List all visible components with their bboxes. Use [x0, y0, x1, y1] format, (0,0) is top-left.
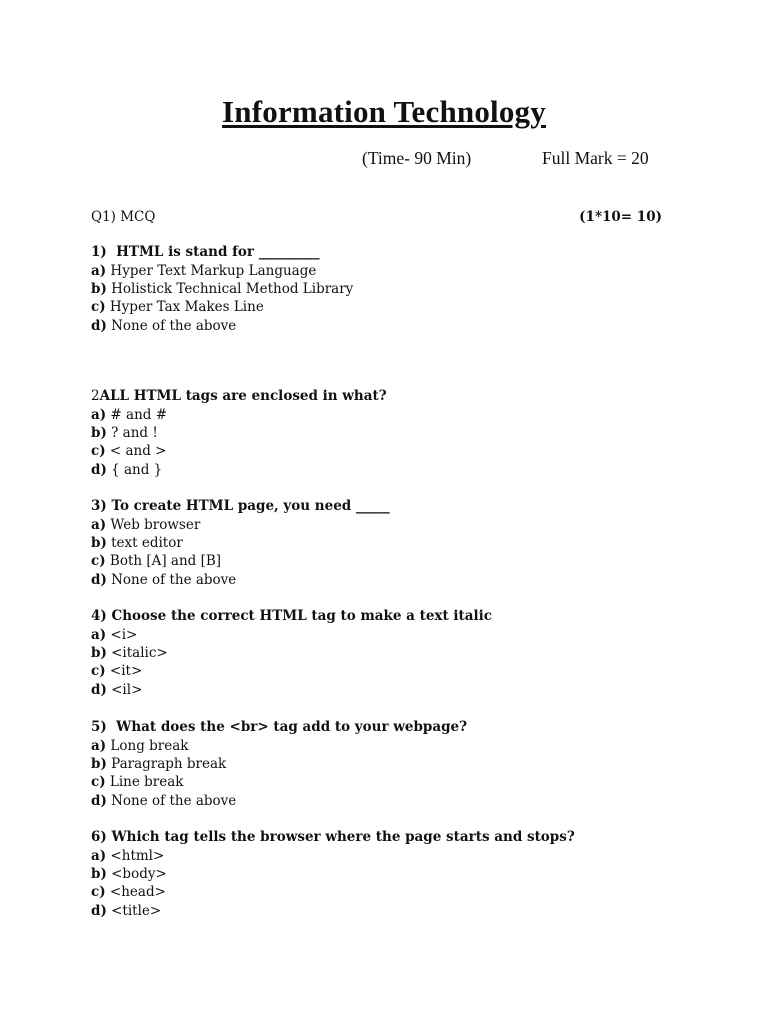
question-number: 6): [91, 829, 107, 845]
question-prompt: To create HTML page, you need _____: [106, 498, 390, 514]
option-d: [91, 571, 711, 589]
option-c: [91, 442, 711, 460]
option-letter: a): [91, 517, 107, 533]
question-text: [91, 387, 711, 406]
option-c: [91, 662, 711, 680]
option-b: [91, 534, 711, 552]
option-letter: d): [91, 461, 107, 478]
question-text: [91, 607, 711, 626]
option-text: { and }: [106, 461, 163, 478]
option-text: Web browser: [106, 517, 201, 533]
option-a: [91, 847, 711, 865]
section-label: Q1) MCQ: [91, 209, 156, 225]
question-prompt: HTML is stand for _________: [106, 244, 320, 260]
question-text: [91, 828, 711, 847]
option-c: [91, 298, 711, 316]
option-text: Hyper Text Markup Language: [106, 263, 317, 279]
option-text: <head>: [105, 884, 166, 901]
question-prompt: What does the <br> tag add to your webpage?: [106, 719, 468, 735]
question-text: [91, 497, 711, 516]
question-1: [91, 243, 711, 335]
option-letter: d): [91, 317, 107, 334]
option-letter: d): [91, 902, 107, 919]
option-a: [91, 626, 711, 644]
option-text: None of the above: [106, 571, 237, 588]
question-prompt: ALL HTML tags are enclosed in what?: [99, 388, 387, 404]
question-4: [91, 607, 711, 699]
option-letter: a): [91, 407, 107, 423]
option-letter: b): [91, 756, 107, 773]
option-letter: c): [91, 774, 106, 791]
option-text: None of the above: [106, 317, 237, 334]
option-text: <i>: [106, 627, 138, 643]
option-b: [91, 424, 711, 442]
option-letter: b): [91, 866, 107, 883]
option-letter: d): [91, 571, 107, 588]
option-c: [91, 773, 711, 791]
option-letter: b): [91, 535, 107, 552]
option-letter: c): [91, 299, 106, 316]
option-b: [91, 755, 711, 773]
question-number: 5): [91, 719, 107, 735]
option-text: <il>: [106, 681, 143, 698]
question-number: 3): [91, 498, 107, 514]
option-text: ? and !: [106, 425, 158, 442]
option-text: <it>: [105, 663, 143, 680]
option-d: [91, 461, 711, 479]
question-text: [91, 243, 711, 262]
option-letter: a): [91, 627, 107, 643]
option-d: [91, 902, 711, 920]
option-letter: d): [91, 681, 107, 698]
question-3: [91, 497, 711, 589]
full-mark: Full Mark = 20: [542, 148, 649, 168]
option-d: [91, 317, 711, 335]
option-a: [91, 516, 711, 534]
option-letter: a): [91, 263, 107, 279]
option-text: Both [A] and [B]: [105, 553, 222, 570]
option-text: # and #: [106, 407, 168, 423]
option-b: [91, 280, 711, 298]
option-letter: b): [91, 645, 107, 662]
option-letter: c): [91, 663, 106, 680]
option-letter: a): [91, 738, 107, 754]
option-a: [91, 406, 711, 424]
option-text: None of the above: [106, 792, 237, 809]
question-prompt: Choose the correct HTML tag to make a text italic: [106, 608, 492, 624]
question-number: 2: [91, 388, 100, 404]
option-b: [91, 865, 711, 883]
question-6: [91, 828, 711, 920]
section-marks: (1*10= 10): [579, 209, 662, 225]
page-title: Information Technology: [222, 94, 546, 129]
option-text: <italic>: [106, 645, 168, 662]
option-letter: b): [91, 425, 107, 442]
option-text: Hyper Tax Makes Line: [105, 299, 264, 316]
option-d: [91, 792, 711, 810]
option-a: [91, 262, 711, 280]
option-text: Long break: [106, 738, 189, 754]
option-d: [91, 681, 711, 699]
option-letter: c): [91, 443, 106, 460]
option-a: [91, 737, 711, 755]
option-letter: d): [91, 792, 107, 809]
option-text: text editor: [106, 535, 183, 552]
option-c: [91, 552, 711, 570]
option-text: Paragraph break: [106, 756, 227, 773]
option-letter: b): [91, 281, 107, 298]
question-prompt: Which tag tells the browser where the page starts and stops?: [106, 829, 575, 845]
question-2: [91, 387, 711, 479]
option-text: <title>: [106, 902, 162, 919]
option-text: <html>: [106, 848, 165, 864]
question-number: 1): [91, 244, 107, 260]
option-text: Line break: [105, 774, 184, 791]
option-c: [91, 883, 711, 901]
question-text: [91, 718, 711, 737]
question-number: 4): [91, 608, 107, 624]
time-limit: (Time- 90 Min): [362, 148, 472, 168]
option-text: Holistick Technical Method Library: [106, 281, 354, 298]
option-letter: c): [91, 884, 106, 901]
option-letter: c): [91, 553, 106, 570]
option-text: <body>: [106, 866, 167, 883]
option-b: [91, 644, 711, 662]
question-5: [91, 718, 711, 810]
option-letter: a): [91, 848, 107, 864]
option-text: < and >: [105, 443, 167, 460]
